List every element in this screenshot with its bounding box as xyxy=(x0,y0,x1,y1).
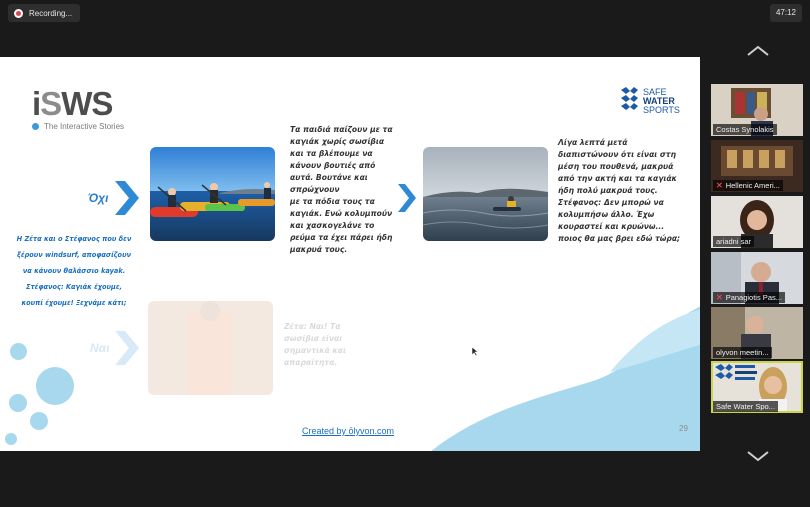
decor-circle xyxy=(30,412,48,430)
safe-water-sports-logo: SAFE WATER SPORTS xyxy=(620,87,680,115)
shared-slide xyxy=(0,57,700,451)
decor-circle xyxy=(5,433,17,445)
created-by-link[interactable]: Created by ōlyvon.com xyxy=(302,426,395,436)
participant-name: Hellenic Ameri... xyxy=(725,181,780,190)
page-number: 29 xyxy=(679,424,688,433)
participant-tile-active[interactable] xyxy=(711,361,803,413)
decor-circle xyxy=(10,343,27,360)
story-text-yes: Ζέτα: Ναι! Τα σωσίβια είναι σημαντικά και απαραίτητα. xyxy=(284,322,346,367)
option-no-label[interactable]: Όχι xyxy=(88,191,109,205)
participant-name: ariadni sar xyxy=(716,237,752,246)
life-jacket-photo xyxy=(148,301,273,395)
mic-off-icon: ✕ xyxy=(716,293,723,302)
meeting-timer: 47:12 xyxy=(770,4,802,22)
chevron-right-icon[interactable] xyxy=(113,331,139,365)
water-waves-icon xyxy=(620,87,639,115)
participant-tile[interactable] xyxy=(711,84,803,136)
recording-label: Recording... xyxy=(29,8,73,18)
story-text-no-2: Λίγα λεπτά μετά διαπιστώνουν ότι είναι στη μέση του πουθενά, μακρυά από την ακτή και τα καγιάκ ήδη πολύ μακρυά τους. Στέφανος: Δεν μπορώ να κολυμπήσω άλλο. Έχω κουραστεί και κρυώνω... ποιος θα μας βρει εδώ τώρα; xyxy=(558,138,681,243)
participant-tile[interactable] xyxy=(711,196,803,248)
mic-off-icon: ✕ xyxy=(716,181,723,190)
logo-subtitle: The Interactive Stories xyxy=(44,122,125,131)
recording-indicator[interactable] xyxy=(8,4,80,22)
chevron-down-icon[interactable] xyxy=(746,450,770,462)
isws-logo: iSWS The Interactive Stories xyxy=(32,85,125,131)
participant-name: Safe Water Spo... xyxy=(716,402,775,411)
decor-circle xyxy=(36,367,74,405)
mouse-cursor-icon xyxy=(472,347,480,357)
participant-tile[interactable] xyxy=(711,252,803,304)
option-yes-label[interactable]: Ναι xyxy=(90,341,110,355)
wave-decoration xyxy=(420,302,700,451)
participant-tile[interactable] xyxy=(711,307,803,359)
chevron-right-icon[interactable] xyxy=(396,184,416,212)
chevron-right-icon[interactable] xyxy=(113,181,139,215)
record-dot-icon xyxy=(14,9,23,18)
logo-dot-icon xyxy=(32,123,39,130)
chevron-up-icon[interactable] xyxy=(746,44,770,56)
participant-name: Costas Synolakis xyxy=(716,125,774,134)
story-intro: Η Ζέτα και ο Στέφανος που δεν ξέρουν windsurf, αποφασίζουν να κάνουν θαλάσσιο kayak. Στέφανος: Καγιάκ έχουμε, κουπί έχουμε! Ξεχνάμε κάτι; xyxy=(16,235,132,307)
participant-name: Panagiotis Pas... xyxy=(725,293,782,302)
kayak-photo xyxy=(150,147,275,241)
participant-name: olyvon meetin... xyxy=(716,348,769,357)
story-text-no-1: Τα παιδιά παίζουν με τα καγιάκ χωρίς σωσίβια και τα βλέπουμε να κάνουν βουτιές από αυτά. Βουτάνε και σπρώχνουν με τα πόδια τους τα καγιάκ. Ενώ κολυμπούν και χασκογελάνε το ρεύμα τα έχει πάρει ήδη μακρυά τους. xyxy=(290,125,393,254)
open-sea-photo xyxy=(423,147,548,241)
participant-tile[interactable] xyxy=(711,140,803,192)
decor-circle xyxy=(9,394,27,412)
